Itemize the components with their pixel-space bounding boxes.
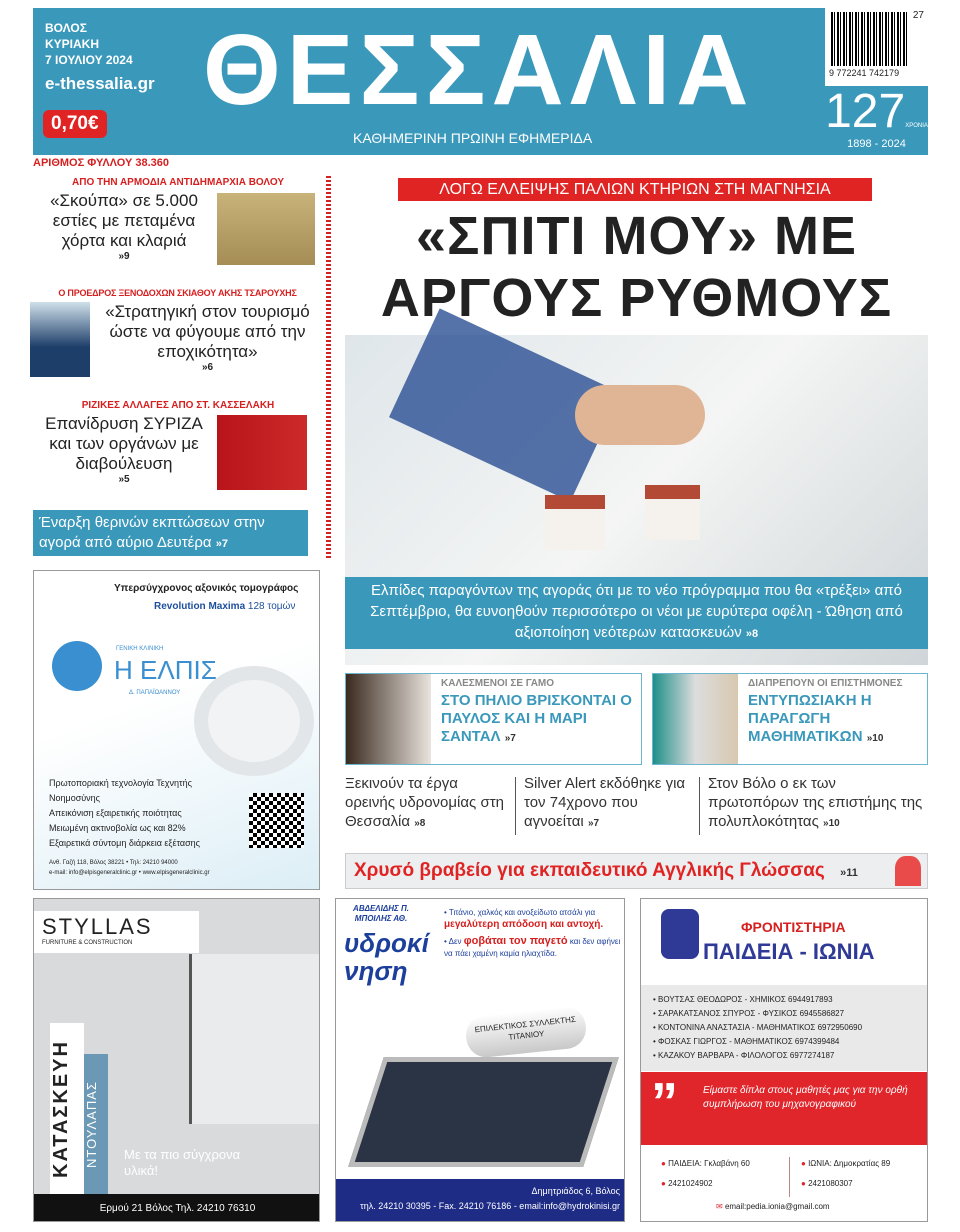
clinic-ad[interactable]: [33, 570, 320, 890]
ad-bullets: • Τιτάνιο, χαλκός και ανοξείδωτο ατσάλι για μεγαλύτερη απόδοση και αντοχή. • Δεν φοβάται τον παγετό και δεν αφήνει να πάει χαμένη καμία ηλιαχτίδα.: [444, 908, 621, 958]
story-title[interactable]: «Σκούπα» σε 5.000 εστίες με πεταμένα χόρτα και κλαριά: [50, 191, 198, 250]
ad-address: Ερμού 21 Βόλος Τηλ. 24210 76310: [34, 1194, 320, 1222]
ct-scanner-image: [194, 666, 314, 776]
award-text: Χρυσό βραβείο για εκπαιδευτικό Αγγλικής Γλώσσας: [354, 860, 825, 881]
politician-photo: [217, 415, 307, 490]
headline-line-1: «ΣΠΙΤΙ ΜΟΥ» ΜΕ: [416, 206, 857, 266]
quote-icon: ”: [651, 1072, 678, 1132]
years-label: ΧΡΟΝΙΑ: [905, 123, 928, 129]
ad-title: ΦΡΟΝΤΙΣΤΗΡΙΑ: [741, 919, 846, 935]
ad-vertical-title: ΚΑΤΑΣΚΕΥΗ: [50, 1023, 84, 1195]
clinic-name: Η ΕΛΠΙΣ: [114, 655, 217, 685]
clinic-owner: Δ. ΠΑΠΑΪΩΑΝΝΟΥ: [129, 690, 181, 696]
years-range: 1898 - 2024: [847, 138, 906, 150]
headline-line-2: ΑΡΓΟΥΣ ΡΥΘΜΟΥΣ: [380, 268, 893, 328]
award-banner[interactable]: [345, 853, 928, 889]
story-kicker: ΡΙΖΙΚΕΣ ΑΛΛΑΓΕΣ ΑΠΟ ΣΤ. ΚΑΣΣΕΛΑΚΗ: [81, 400, 275, 411]
story-title[interactable]: «Στρατηγική στον τουρισμό ώστε να φύγουμε από την εποχικότητα»: [105, 302, 310, 361]
day: ΚΥΡΙΑΚΗ: [45, 37, 100, 51]
barcode: [825, 8, 928, 86]
house-icon: [545, 495, 605, 550]
edition-info: [45, 20, 155, 94]
ad-headline: Υπερσύγχρονος αξονικός τομογράφος: [114, 583, 299, 594]
teacher-list: • ΒΟΥΤΣΑΣ ΘΕΟΔΩΡΟΣ - ΧΗΜΙΚΟΣ 6944917893 • ΣΑΡΑΚΑΤΣΑΝΟΣ ΣΠΥΡΟΣ - ΦΥΣΙΚΟΣ 6945586827 • ΚΟΝΤΟΝΙΝΑ ΑΝΑΣΤΑΣΙΑ - ΜΑΘΗΜΑΤΙΚΟΣ 6972950690 • ΦΟΣΚΑΣ ΓΙΩΡΓΟΣ - ΜΑΘΗΜΑΤΙΚΟΣ 6974399484 • ΚΑΖΑΚΟΥ ΒΑΡΒΑΡΑ - ΦΙΛΟΛΟΓΟΣ 6977274187: [641, 985, 928, 1071]
ad-title-2: ΠΑΙΔΕΙΑ - ΙΩΝΙΑ: [703, 939, 875, 964]
years-count: 127: [825, 85, 906, 138]
column-divider: [326, 176, 331, 560]
email[interactable]: ✉ email:pedia.ionia@gmail.com: [716, 1202, 830, 1211]
divider: [699, 777, 700, 835]
brief-story[interactable]: Silver Alert εκδόθηκε για τον 74χρονο που αγνοείται »7: [524, 775, 686, 830]
page-ref: »8: [745, 628, 759, 640]
lead-headline[interactable]: [345, 205, 928, 329]
divider: [515, 777, 516, 835]
page-ref: »5: [118, 474, 130, 485]
portrait-photo: [30, 302, 90, 377]
teacher-photo: [895, 856, 921, 886]
hydrokinisi-ad[interactable]: [335, 898, 625, 1222]
story-kicker: ΑΠΟ ΤΗΝ ΑΡΜΟΔΙΑ ΑΝΤΙΔΗΜΑΡΧΙΑ ΒΟΛΟΥ: [72, 177, 284, 188]
barcode-number: 9 772241 742179: [829, 68, 900, 78]
hands-shape: [575, 385, 705, 445]
anniversary: [825, 86, 928, 150]
clinic-label: ΓΕΝΙΚΗ ΚΛΙΝΙΚΗ: [116, 646, 164, 652]
story-kicker: Ο ΠΡΟΕΔΡΟΣ ΞΕΝΟΔΟΧΩΝ ΣΚΙΑΘΟΥ ΑΚΗΣ ΤΣΑΡΟΥΧΗΣ: [58, 288, 297, 298]
story-title: ΕΝΤΥΠΩΣΙΑΚΗ Η ΠΑΡΑΓΩΓΗ ΜΑΘΗΜΑΤΙΚΩΝ »10: [748, 692, 884, 745]
date: 7 ΙΟΥΛΙΟΥ 2024: [45, 53, 133, 67]
page-ref: »7: [215, 538, 228, 550]
scientists-photo: [653, 674, 738, 764]
page-ref: »6: [201, 362, 214, 373]
caption-text: Ελπίδες παραγόντων της αγοράς ότι με το νέο πρόγραμμα που θα «τρέξει» από Σεπτέμβριο, θα ευνοηθούν περισσότερο οι νέοι με ευρύτερα οφέλη - Ώθηση από αξιοποίηση νεότερων κατασκευών: [370, 582, 903, 641]
promo-text: Έναρξη θερινών εκπτώσεων στην αγορά από αύριο Δευτέρα: [39, 514, 265, 551]
feature-list: Πρωτοποριακή τεχνολογία Τεχνητής Νοημοσύνης Απεικόνιση εξαιρετικής ποιότητας Μειωμένη ακτινοβολία ως και 82% Εξαιρετικά σύντομη διάρκεια εξέτασης: [49, 778, 201, 848]
side-story[interactable]: [33, 400, 323, 486]
couple-photo: [346, 674, 431, 764]
newspaper-logo: ΘΕΣΣΑΛΙΑ: [203, 14, 755, 126]
ad-owners: ΑΒΔΕΛΙΔΗΣ Π. ΜΠΟΙΛΗΣ ΑΘ.: [353, 904, 409, 923]
barcode-icon: [831, 12, 909, 66]
city: ΒΟΛΟΣ: [45, 21, 87, 35]
dove-logo-icon: [52, 641, 102, 691]
styllas-logo: STYLLAS FURNITURE & CONSTRUCTION: [34, 911, 199, 953]
side-story[interactable]: [33, 177, 323, 263]
story-box[interactable]: [652, 673, 928, 765]
story-title[interactable]: Επανίδρυση ΣΥΡΙΖΑ και των οργάνων με διαβούλευση: [45, 414, 203, 473]
house-icon: [645, 485, 700, 540]
tank-label: ΕΠΙΛΕΚΤΙΚΟΣ ΣΥΛΛΕΚΤΗΣ ΤΙΤΑΝΙΟΥ: [464, 1005, 588, 1059]
ad-model: Revolution Maxima: [154, 601, 246, 612]
issue-number: ΑΡΙΘΜΟΣ ΦΥΛΛΟΥ 38.360: [33, 157, 169, 169]
lead-kicker: ΛΟΓΩ ΕΛΛΕΙΨΗΣ ΠΑΛΙΩΝ ΚΤΗΡΙΩΝ ΣΤΗ ΜΑΓΝΗΣΙΑ: [398, 178, 872, 201]
location-2: ● ΙΩΝΙΑ: Δημοκρατίας 89 ● 2421080307: [801, 1159, 891, 1188]
lead-caption: [345, 577, 928, 649]
ad-model-sub: 128 τομών: [247, 601, 296, 612]
barcode-issue: 27: [912, 10, 924, 21]
ad-vertical-subtitle: ΝΤΟΥΛΑΠΑΣ: [84, 1054, 108, 1196]
ad-slogan: Με τα πιο σύγχρονα υλικά!: [124, 1147, 241, 1178]
clinic-contact: Ανθ. Γαζή 118, Βόλος 38221 • Τηλ: 24210 94000 e-mail: info@elpisgeneralclinic.gr • www.elpisgeneralclinic.gr: [49, 860, 210, 876]
wardrobe-image: [189, 954, 320, 1124]
dry-grass-photo: [217, 193, 315, 265]
quote-text: Είμαστε δίπλα στους μαθητές μας για την ορθή συμπλήρωση του μηχανογραφικού: [703, 1085, 908, 1110]
page-ref: »9: [118, 251, 130, 262]
tagline: ΚΑΘΗΜΕΡΙΝΗ ΠΡΩΙΝΗ ΕΦΗΜΕΡΙΔΑ: [353, 130, 593, 146]
ad-contact: Δημητριάδος 6, Βόλος τηλ. 24210 30395 - Fax. 24210 76186 - email:info@hydrokinisi.gr: [336, 1179, 625, 1222]
story-kicker: ΚΑΛΕΣΜΕΝΟΙ ΣΕ ΓΑΜΟ: [441, 678, 555, 689]
hydro-logo: υδροκίνηση: [344, 928, 429, 986]
styllas-ad[interactable]: [33, 898, 320, 1222]
brief-story[interactable]: Στον Βόλο ο εκ των πρωτοπόρων της επιστήμης της πολυπλοκότητας »10: [708, 775, 923, 830]
quote-box: [641, 1072, 928, 1145]
qr-code[interactable]: [249, 793, 304, 848]
story-kicker: ΔΙΑΠΡΕΠΟΥΝ ΟΙ ΕΠΙΣΤΗΜΟΝΕΣ: [748, 678, 903, 689]
paideia-ad[interactable]: [640, 898, 928, 1222]
story-title: ΣΤΟ ΠΗΛΙΟ ΒΡΙΣΚΟΝΤΑΙ Ο ΠΑΥΛΟΣ ΚΑΙ Η ΜΑΡΙ ΣΑΝΤΑΛ »7: [441, 692, 632, 745]
website-link[interactable]: e-thessalia.gr: [45, 74, 155, 93]
brief-story[interactable]: Ξεκινούν τα έργα ορεινής υδρονομίας στη Θεσσαλία »8: [345, 775, 504, 830]
story-box[interactable]: [345, 673, 642, 765]
masthead: [33, 8, 928, 155]
location-1: ● ΠΑΙΔΕΙΑ: Γκλαβάνη 60 ● 2421024902: [661, 1159, 750, 1188]
solar-panel-image: [348, 1057, 619, 1167]
side-story[interactable]: [30, 287, 325, 374]
runner-logo-icon: [661, 909, 699, 959]
divider: [789, 1157, 790, 1197]
price-badge: 0,70€: [43, 110, 107, 138]
page-ref: »11: [840, 867, 858, 879]
promo-box[interactable]: [33, 510, 308, 556]
